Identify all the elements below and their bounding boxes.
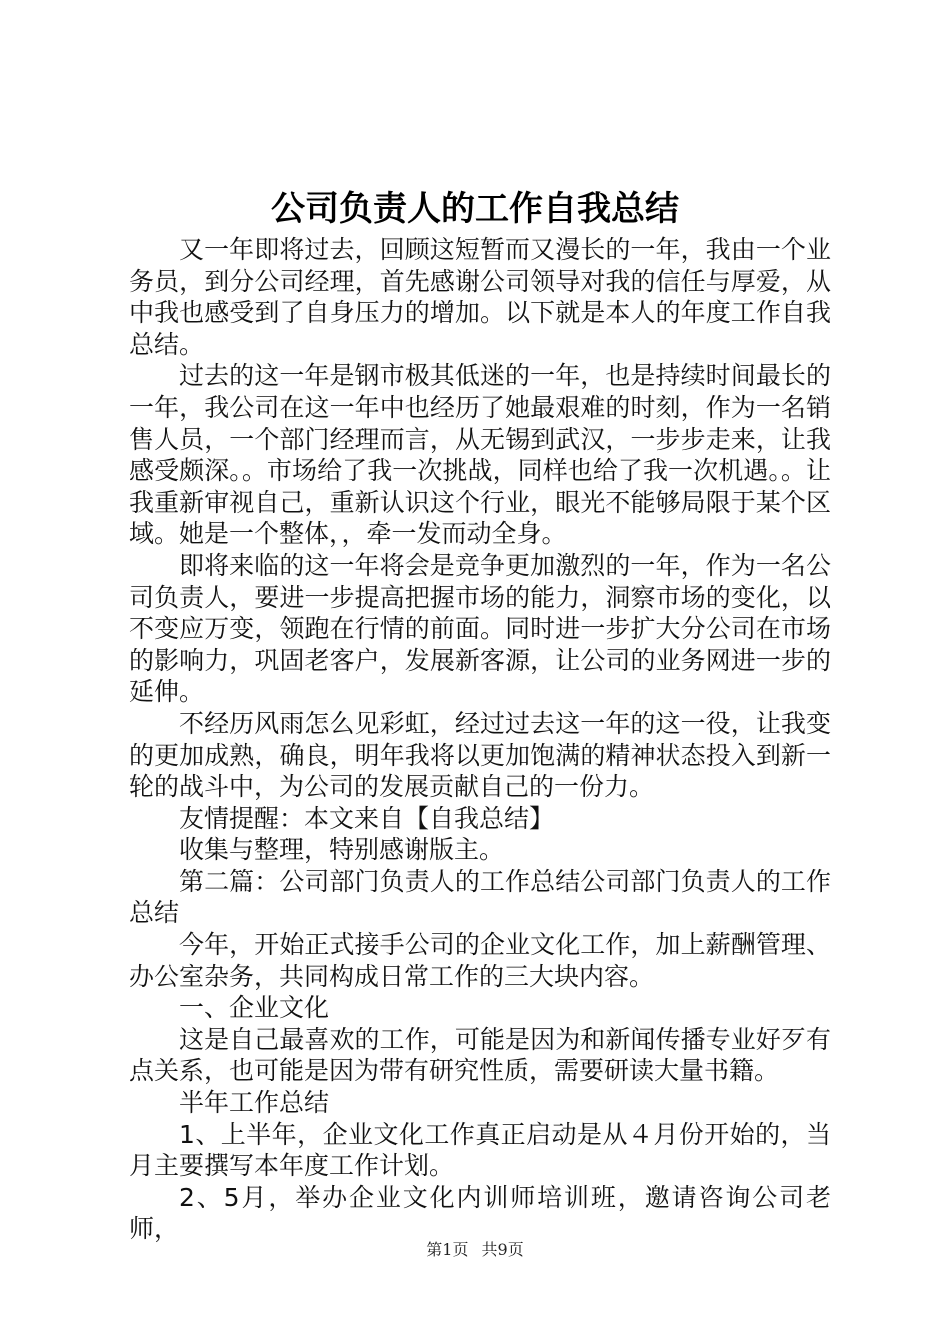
page-total: 共9页 bbox=[481, 1240, 524, 1259]
section-heading: 第二篇：公司部门负责人的工作总结公司部门负责人的工作总结 bbox=[129, 866, 831, 928]
document-title: 公司负责人的工作自我总结 bbox=[271, 189, 679, 229]
paragraph: 这是自己最喜欢的工作，可能是因为和新闻传播专业好歹有点关系，也可能是因为带有研究性质，需要研读大量书籍。 bbox=[129, 1024, 831, 1086]
document-body bbox=[129, 234, 831, 1245]
paragraph: 不经历风雨怎么见彩虹，经过过去这一年的这一役，让我变的更加成熟，确良，明年我将以更加饱满的精神状态投入到新一轮的战斗中，为公司的发展贡献自己的一份力。 bbox=[129, 708, 831, 802]
paragraph: 又一年即将过去，回顾这短暂而又漫长的一年，我由一个业务员，到分公司经理，首先感谢公司领导对我的信任与厚爱，从中我也感受到了自身压力的增加。以下就是本人的年度工作自我总结。 bbox=[129, 235, 831, 359]
paragraph: 今年，开始正式接手公司的企业文化工作，加上薪酬管理、办公室杂务，共同构成日常工作的三大块内容。 bbox=[129, 930, 831, 991]
list-item: 2、5月，举办企业文化内训师培训班，邀请咨询公司老师， bbox=[129, 1182, 831, 1244]
paragraph: 收集与整理，特别感谢版主。 bbox=[179, 835, 505, 865]
page-footer bbox=[0, 1238, 950, 1262]
page-number: 第1页 bbox=[426, 1240, 469, 1259]
section-heading: 半年工作总结 bbox=[179, 1088, 330, 1118]
paragraph: 过去的这一年是钢市极其低迷的一年，也是持续时间最长的一年，我公司在这一年中也经历了她最艰难的时刻，作为一名销售人员，一个部门经理而言，从无锡到武汉，一步步走来，让我感受颇深。。市场给了我一次挑战，同样也给了我一次机遇。。让我重新审视自己，重新认识这个行业，眼光不能够局限于某个区域。她是一个整体，，牵一发而动全身。 bbox=[129, 361, 831, 549]
list-item: 1、上半年，企业文化工作真正启动是从４月份开始的，当月主要撰写本年度工作计划。 bbox=[129, 1119, 831, 1181]
section-heading: 一、企业文化 bbox=[179, 993, 330, 1023]
reminder-line: 友情提醒：本文来自【自我总结】 bbox=[179, 803, 555, 833]
paragraph: 即将来临的这一年将会是竞争更加激烈的一年，作为一名公司负责人，要进一步提高把握市场的能力，洞察市场的变化，以不变应万变，领跑在行情的前面。同时进一步扩大分公司在市场的影响力，巩固老客户，发展新客源，让公司的业务网进一步的延伸。 bbox=[129, 550, 831, 707]
